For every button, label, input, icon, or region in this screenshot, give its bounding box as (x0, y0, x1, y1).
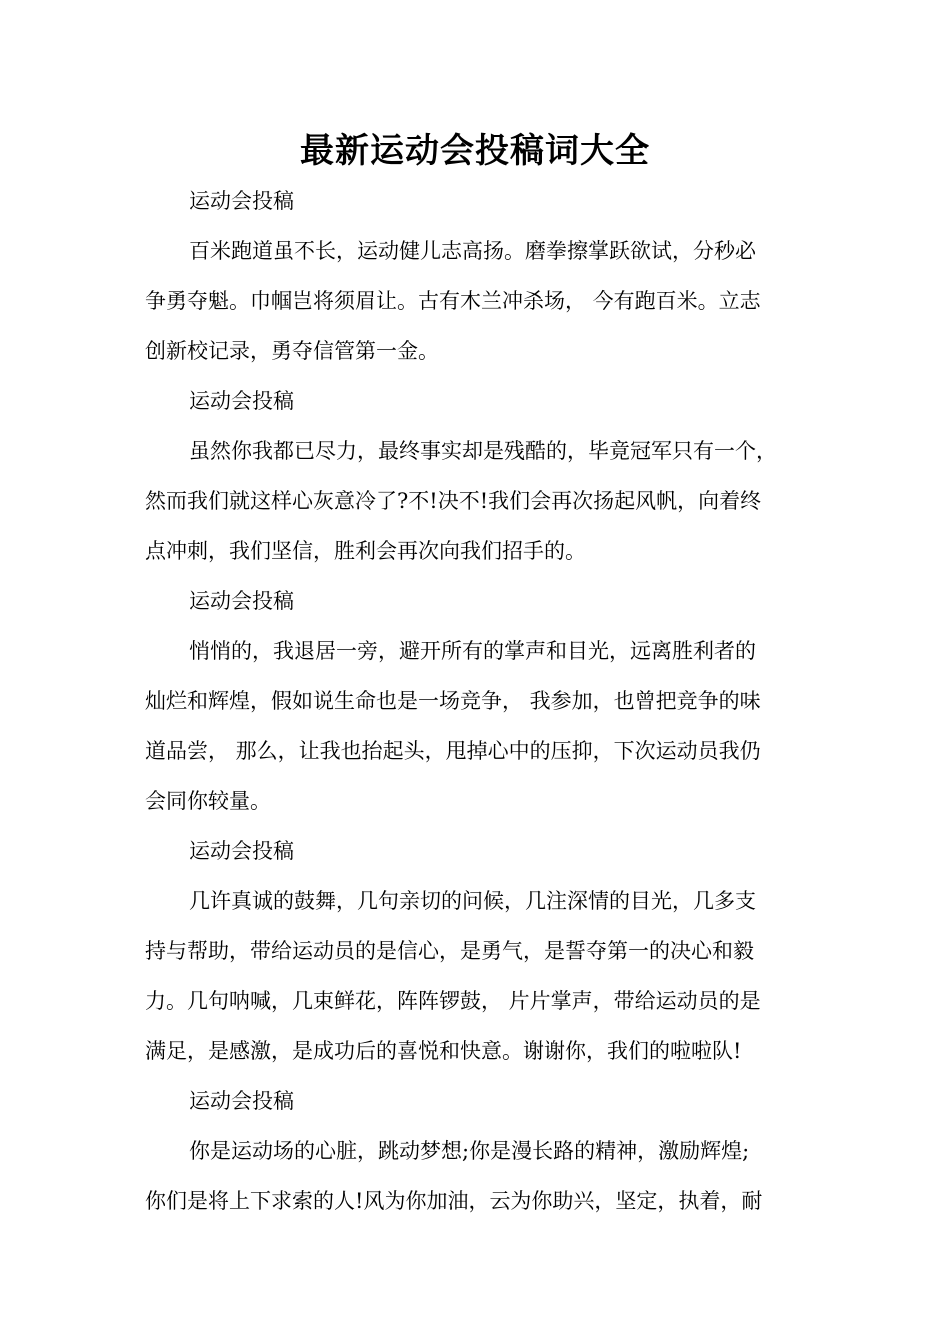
section-paragraph (145, 226, 813, 376)
section-heading: 运动会投稿 (189, 389, 294, 413)
paragraph-line: 道品尝， 那么，让我也抬起头，甩掉心中的压抑，下次运动员我仍 (145, 739, 761, 763)
paragraph-line: 你们是将上下求索的人!风为你加油，云为你助兴，坚定，执着，耐 (145, 1189, 763, 1213)
paragraph-line: 争勇夺魁。巾帼岂将须眉让。古有木兰冲杀场， 今有跑百米。立志 (145, 289, 761, 313)
paragraph-line: 持与帮助，带给运动员的是信心，是勇气，是誓夺第一的决心和毅 (145, 939, 754, 963)
document-title: 最新运动会投稿词大全 (300, 131, 650, 171)
paragraph-line: 你是运动场的心脏，跳动梦想;你是漫长路的精神，激励辉煌; (189, 1139, 750, 1163)
section-paragraph (145, 1126, 813, 1226)
paragraph-line: 灿烂和辉煌，假如说生命也是一场竞争， 我参加，也曾把竞争的味 (145, 689, 761, 713)
paragraph-line: 然而我们就这样心灰意冷了?不!决不!我们会再次扬起风帆，向着终 (145, 489, 762, 513)
paragraph-line: 创新校记录，勇夺信管第一金。 (145, 339, 439, 363)
paragraph-line: 力。几句呐喊，几束鲜花，阵阵锣鼓， 片片掌声，带给运动员的是 (145, 989, 761, 1013)
section-heading: 运动会投稿 (189, 189, 294, 213)
paragraph-line: 满足，是感激，是成功后的喜悦和快意。谢谢你，我们的啦啦队! (145, 1039, 742, 1063)
section-paragraph (145, 426, 813, 576)
paragraph-line: 点冲刺，我们坚信，胜利会再次向我们招手的。 (145, 539, 586, 563)
paragraph-line: 会同你较量。 (145, 789, 271, 813)
paragraph-line: 几许真诚的鼓舞，几句亲切的问候，几注深情的目光，几多支 (189, 889, 756, 913)
section-paragraph (145, 876, 813, 1076)
document-body (145, 176, 813, 1226)
paragraph-line: 悄悄的，我退居一旁，避开所有的掌声和目光，远离胜利者的 (189, 639, 756, 663)
paragraph-line: 虽然你我都已尽力，最终事实却是残酷的，毕竟冠军只有一个， (189, 439, 777, 463)
paragraph-line: 百米跑道虽不长，运动健儿志高扬。磨拳擦掌跃欲试，分秒必 (189, 239, 756, 263)
section-paragraph (145, 626, 813, 826)
section-heading: 运动会投稿 (189, 839, 294, 863)
section-heading: 运动会投稿 (189, 589, 294, 613)
section-heading: 运动会投稿 (189, 1089, 294, 1113)
